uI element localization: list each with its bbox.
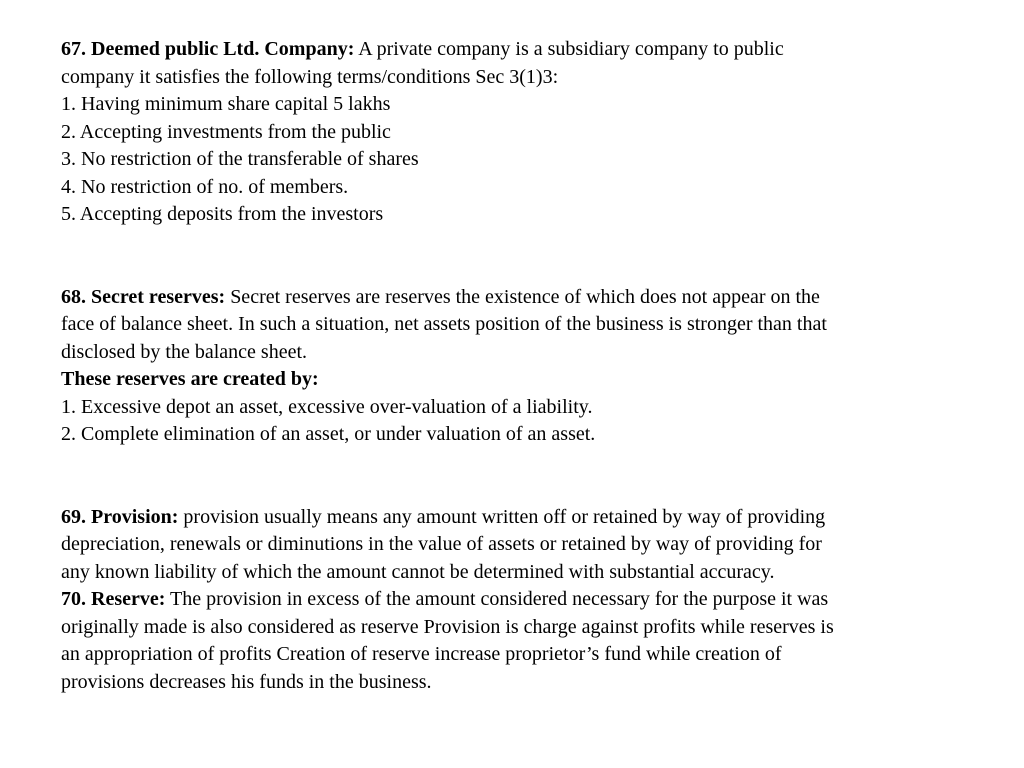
section-69: [61, 504, 961, 587]
section-68-subheading: These reserves are created by:: [61, 368, 319, 390]
section-70-line-1: [61, 586, 961, 614]
section-67: [61, 36, 961, 229]
section-70-term: 70. Reserve:: [61, 588, 166, 610]
list-item: 1. Excessive depot an asset, excessive over-valuation of a liability.: [61, 395, 593, 418]
slide-content: [61, 36, 961, 696]
section-70-text: The provision in excess of the amount considered necessary for the purpose it was: [165, 588, 829, 610]
section-67-line-2: company it satisfies the following terms/conditions Sec 3(1)3:: [61, 65, 559, 88]
list-item: 3. No restriction of the transferable of shares: [61, 148, 419, 170]
section-70: [61, 586, 961, 696]
section-69-term: 69. Provision:: [61, 505, 179, 528]
section-70-line-4: provisions decreases his funds in the business.: [61, 670, 432, 693]
list-item: 2. Complete elimination of an asset, or under valuation of an asset.: [61, 423, 596, 445]
section-69-line-2: depreciation, renewals or diminutions in the value of assets or retained by way of providing for: [61, 533, 822, 555]
section-68-term: 68. Secret reserves:: [61, 285, 226, 308]
section-69-line-3: any known liability of which the amount cannot be determined with substantial accuracy.: [61, 560, 775, 583]
section-70-line-3: an appropriation of profits Creation of reserve increase proprietor’s fund while creation of: [61, 643, 782, 665]
section-68: [61, 284, 961, 449]
list-item: 2. Accepting investments from the public: [61, 120, 391, 143]
section-69-line-1: [61, 504, 961, 532]
section-68-line-2: face of balance sheet. In such a situation, net assets position of the business is stronger than that: [61, 313, 827, 335]
section-70-line-2: originally made is also considered as reserve Provision is charge against profits while reserves is: [61, 615, 834, 638]
section-69-text: provision usually means any amount written off or retained by way of providing: [178, 505, 826, 528]
list-item: 4. No restriction of no. of members.: [61, 175, 349, 198]
section-67-line-1: [61, 36, 961, 64]
section-67-text: A private company is a subsidiary company to public: [354, 38, 784, 60]
list-item: 1. Having minimum share capital 5 lakhs: [61, 93, 391, 115]
section-68-line-1: [61, 284, 961, 312]
section-68-line-3: disclosed by the balance sheet.: [61, 340, 308, 363]
section-67-term: 67. Deemed public Ltd. Company:: [61, 38, 355, 60]
list-item: 5. Accepting deposits from the investors: [61, 203, 384, 225]
section-68-text: Secret reserves are reserves the existence of which does not appear on the: [225, 285, 820, 308]
section-spacer: [61, 229, 961, 284]
section-spacer: [61, 449, 961, 504]
